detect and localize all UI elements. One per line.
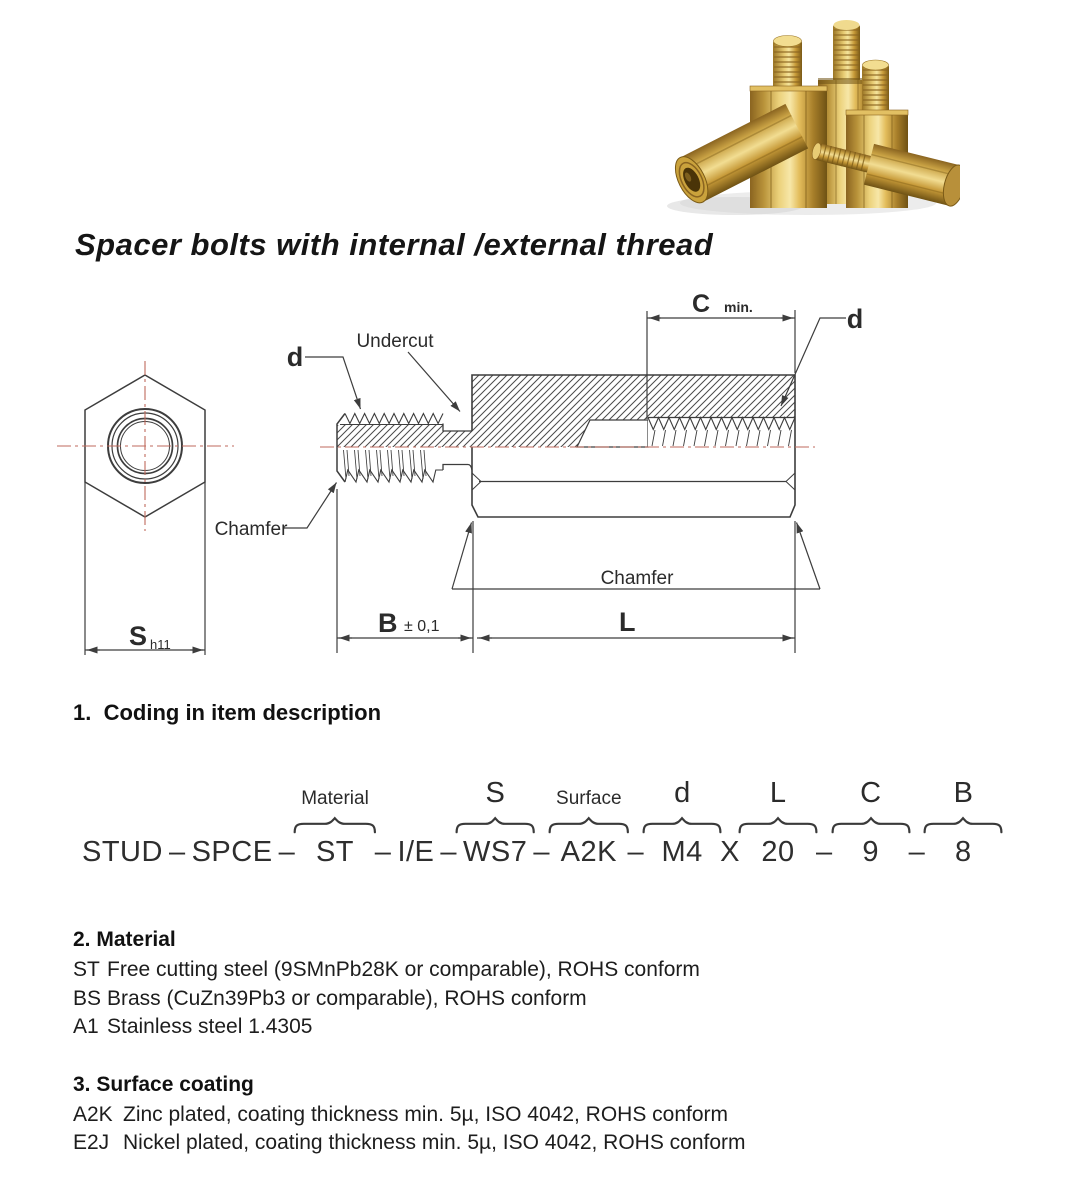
material-desc: Free cutting steel (9SMnPb28K or comparable), ROHS conform [107,958,700,981]
code-separator: – [278,836,296,868]
overbrace-icon [642,817,722,833]
code-separator: – [908,836,926,868]
side-section-view [284,310,846,653]
dim-s-sub: h11 [150,637,171,652]
code-token-d: d M4 [650,779,714,869]
surface-desc: Nickel plated, coating thickness min. 5µ, ISO 4042, ROHS conform [123,1131,746,1154]
code-token-l: L 20 [746,779,810,869]
technical-drawing [40,288,885,670]
code-token: STUD [82,836,163,868]
material-desc: Brass (CuZn39Pb3 or comparable), ROHS conform [107,986,587,1010]
label-c-sub: min. [724,299,753,315]
code-group-label: S [485,777,505,809]
code-token-surface: Surface A2K [556,789,621,869]
code-separator: – [440,836,458,868]
code-group-label: d [674,777,691,809]
surface-code: E2J [73,1131,110,1154]
overbrace-icon [455,817,535,833]
surface-heading: 3. Surface coating [73,1072,254,1096]
material-code: ST [73,958,100,981]
material-heading: 2. Material [73,928,176,951]
overbrace-icon [548,817,629,833]
code-token-material: Material ST [301,789,369,869]
code-separator: – [374,836,392,868]
surface-desc: Zinc plated, coating thickness min. 5µ, ISO 4042, ROHS conform [123,1102,729,1126]
surface-row [73,1101,953,1130]
material-row [73,985,953,1014]
label-chamfer-left: Chamfer [214,519,288,540]
code-group-label: Surface [556,788,622,809]
surface-row [73,1129,953,1158]
product-photo-illustration [650,15,960,222]
coding-heading: 1. Coding in item description [73,700,382,725]
coding-diagram [82,779,995,869]
code-separator: – [627,836,645,868]
material-row [73,1013,953,1042]
label-undercut: Undercut [356,331,434,352]
code-group-label: C [860,777,882,809]
code-group-label: B [953,777,973,809]
spec-sections [73,928,953,1158]
material-code: A1 [73,1015,99,1038]
label-c: C [692,290,711,318]
overbrace-icon [738,817,818,833]
material-row [73,956,953,985]
code-separator: – [816,836,833,868]
overbrace-icon [831,817,911,833]
label-d-right: d [846,304,864,334]
code-group-label: Material [301,788,369,809]
label-d-left: d [286,342,304,372]
label-chamfer-bottom: Chamfer [600,568,674,589]
code-separator: – [168,836,186,868]
dim-s-label: S [129,621,148,651]
page-title: Spacer bolts with internal /external thread [75,227,714,262]
code-token: I/E [397,836,435,868]
surface-code: A2K [73,1102,113,1126]
code-separator: – [533,836,551,868]
code-token: X [720,836,740,868]
code-token-s: S WS7 [463,779,527,869]
hex-centerlines [57,361,234,531]
code-token-c: C 9 [839,779,903,869]
code-group-label: L [769,777,787,809]
material-desc: Stainless steel 1.4305 [107,1015,313,1038]
code-token: SPCE [191,836,273,868]
label-b: B [378,608,398,638]
label-l: L [619,607,636,637]
label-b-tol: ± 0,1 [404,618,440,635]
overbrace-icon [293,817,377,833]
material-code: BS [73,986,102,1010]
code-token-b: B 8 [931,779,995,869]
overbrace-icon [923,817,1003,833]
